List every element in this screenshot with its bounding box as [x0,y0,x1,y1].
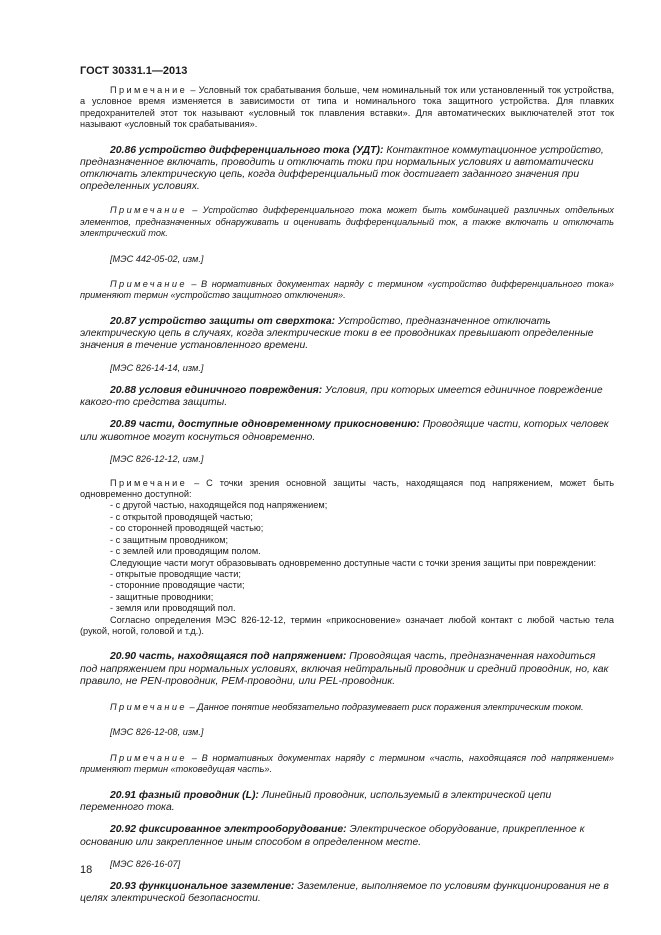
term-title: 20.88 условия единичного повреждения: [110,384,323,396]
term-definition: Проводящая часть, предназначенная находиться под напряжением при нормальных условиях, включая нейтральный проводник и средний проводник, но, как правило, не PEN-проводник, PEM-проводни, или PEL-проводник. [80,651,609,687]
list-item: - земля или проводящий пол. [110,603,236,614]
definition-20-89 [80,419,614,443]
term-definition: Контактное коммутационное устройство, предназначенное включать, проводить и отключать токи при нормальных условиях и автоматически отключать электрическую цепь, когда дифференциальный ток достигает заданного значения при определенных условиях. [80,144,604,193]
note-label: Примечание [110,752,187,763]
note-label: Примечание [110,85,188,95]
note-text: – В нормативных документах наряду с термином «устройство дифференциального тока» применяют термин «устройство защитного отключения». [80,279,614,301]
list-item: - со сторонней проводящей частью; [110,523,264,534]
reference: [МЭС 826-14-14, изм.] [110,362,204,373]
reference: [МЭС 826-16-07] [110,859,181,870]
term-definition: Заземление, выполняемое по условиям функционирования не в целях электрической безопасности. [80,880,609,905]
list-item: - с землей или проводящим полом. [110,546,261,557]
note-text: Согласно определения МЭС 826-12-12, термин «прикосновение» означает любой контакт с любой частью тела (рукой, ногой, головой и т.д.). [80,614,614,636]
definition-20-86 [80,145,614,194]
list-item: - открытые проводящие части; [110,568,241,579]
term-definition: Условия, при которых имеется единичное повреждение какого-то средства защиты. [80,384,603,408]
list-item: - защитные проводники; [110,591,214,602]
definition-20-87 [80,316,614,353]
term-definition: Устройство, предназначенное отключать электрическую цепь в случаях, когда электрические токи в ее проводниках превышают определенные значения в течение установленного времени. [80,315,594,352]
reference: [МЭС 442-05-02, изм.] [110,253,204,264]
definition-20-90 [80,651,614,688]
reference: [МЭС 826-12-12, изм.] [110,454,204,465]
note-label: Примечание [110,279,187,290]
term-title: 20.91 фазный проводник (L): [110,789,259,801]
note-label: Примечание [110,205,187,216]
term-definition: Линейный проводник, используемый в электрической цепи переменного тока. [80,789,552,813]
note-paragraph [80,702,614,713]
term-definition: Проводящие части, которых человек или животное могут коснуться одновременно. [80,419,609,443]
list-item: - с открытой проводящей частью; [110,511,253,522]
document-header: ГОСТ 30331.1—2013 [80,65,188,77]
note-text: Следующие части могут образовывать одновременно доступные части с точки зрения защиты при повреждении: [110,557,597,568]
list-item: - сторонние проводящие части; [110,580,245,591]
note-paragraph [80,205,614,239]
definition-20-88 [80,385,614,409]
page-body [80,85,614,916]
term-definition: Электрическое оборудование, прикрепленное к основанию или закрепленное иным способом в определенном месте. [80,824,585,848]
note-text: – Условный ток срабатывания больше, чем номинальный ток или установленный ток устройства, а условное время изменяется в зависимости от типа и номинального тока защитного устройства. Для плавких предохранителей этот ток называют «условный ток плавления вставки». Для автоматических выключателей этот ток называют «условный ток срабатывания». [80,85,614,130]
note-paragraph [80,478,614,501]
note-label: Примечание [110,477,188,488]
definition-20-93 [80,881,614,905]
term-title: 20.87 устройство защиты от сверхтока: [110,315,336,327]
list-item: - с защитным проводником; [110,534,229,545]
list-item: - с другой частью, находящейся под напряжением; [110,500,328,511]
note-paragraph [80,279,614,302]
reference: [МЭС 826-12-08, изм.] [110,727,204,738]
page-number: 18 [80,864,93,876]
definition-20-92 [80,824,614,848]
note-text: – Устройство дифференциального тока может быть комбинацией различных отдельных элементов, предназначенных обнаруживать и оценивать дифференциальный ток, а также включать и отключать электрический ток. [80,205,614,239]
note-paragraph [80,85,614,131]
note-paragraph [80,753,614,776]
note-label: Примечание [110,701,187,712]
note-text: – С точки зрения основной защиты часть, находящаяся под напряжением, может быть одновременно доступной: [80,477,614,500]
term-title: 20.86 устройство дифференциального тока (УДТ): [110,144,384,156]
term-title: 20.89 части, доступные одновременному прикосновению: [110,419,420,431]
term-title: 20.90 часть, находящаяся под напряжением: [110,651,347,663]
note-text: – В нормативных документах наряду с термином «часть, находящаяся под напряжением» применяют термин «токоведущая часть». [80,752,614,775]
definition-20-91 [80,790,614,814]
term-title: 20.93 функциональное заземление: [110,880,295,892]
note-text: – Данное понятие необязательно подразумевает риск поражения электрическим током. [186,701,584,712]
term-title: 20.92 фиксированное электрооборудование: [110,824,347,836]
